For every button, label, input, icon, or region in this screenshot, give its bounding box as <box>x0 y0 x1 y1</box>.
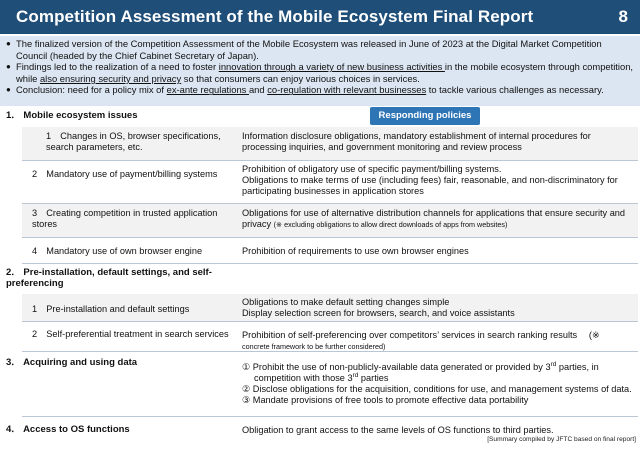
summary-text: Conclusion: need for a policy mix of ex-ante regulations and co-regulation with relevant businesses to tackle various challenges as necessary. <box>16 84 604 96</box>
issue-cell: 1 Changes in OS, browser specifications, search parameters, etc. <box>46 131 221 152</box>
responding-policies-badge: Responding policies <box>370 107 480 125</box>
source-footnote: [Summary compiled by JFTC based on final report] <box>487 436 636 443</box>
issue-cell: 1 Pre-installation and default settings <box>32 304 190 314</box>
issue-cell: 3 Creating competition in trusted application stores <box>32 208 218 229</box>
table-row <box>22 238 638 264</box>
issue-cell: 2 Self-preferential treatment in search services <box>32 329 229 339</box>
issue-cell: 2 Mandatory use of payment/billing systems <box>32 169 218 179</box>
bullet-dot-icon: ● <box>6 85 11 95</box>
summary-text: Findings led to the realization of a need to foster innovation through a variety of new business activities in the mobile ecosystem through competition, while also ensuring security and privacy so that consumers can enjoy various choices in services. <box>16 61 634 84</box>
bullet-dot-icon: ● <box>6 39 11 48</box>
section-heading: 3． Acquiring and using data <box>6 357 138 368</box>
policy-cell: Obligation to grant access to the same levels of OS functions to third parties. <box>242 425 554 435</box>
policy-cell: Prohibition of requirements to use own browser engines <box>242 246 469 256</box>
table-row <box>22 294 638 322</box>
policy-cell: Prohibition of self-preferencing over competitors’ services in search ranking results (※ concrete framework to be further considered) <box>242 330 600 351</box>
section-heading: 4． Access to OS functions <box>6 424 130 435</box>
policy-cell: Information disclosure obligations, mandatory establishment of internal procedures for processing inquiries, and government monitoring and review process <box>242 131 591 152</box>
summary-box <box>0 36 640 106</box>
policy-cell: Obligations for use of alternative distribution channels for applications that ensure security and privacy (※ excluding obligations to allow direct downloads of apps from websites) <box>242 208 626 229</box>
page-title: Competition Assessment of the Mobile Ecosystem Final Report <box>16 7 534 26</box>
summary-bullet <box>6 61 634 84</box>
summary-bullet <box>6 84 634 96</box>
title-bar <box>0 0 640 34</box>
table-row <box>22 204 638 238</box>
summary-text: The finalized version of the Competition Assessment of the Mobile Ecosystem was released in June of 2023 at the Digital Market Competition Council (headed by the Chief Cabinet Secretary of Japan). <box>16 38 602 61</box>
section-heading: 1． Mobile ecosystem issues <box>6 110 138 121</box>
summary-bullet <box>6 38 634 61</box>
issue-cell: 4 Mandatory use of own browser engine <box>32 246 203 256</box>
table-row <box>22 355 638 417</box>
bullet-dot-icon: ● <box>6 62 11 72</box>
section-heading: 2． Pre-installation, default settings, and self-preferencing <box>6 267 212 289</box>
table-row <box>22 322 638 352</box>
page-number: 8 <box>618 7 628 26</box>
policy-cell: Prohibition of obligatory use of specific payment/billing systems. Obligations to make terms of use (including fees) fair, reasonable, and non-discriminatory for participating businesses in application stores <box>242 164 618 196</box>
table-row <box>22 127 638 161</box>
policy-cell: Obligations to make default setting changes simple Display selection screen for browsers, search, and voice assistants <box>242 297 515 318</box>
table-row <box>22 161 638 204</box>
policy-cell: ① Prohibit the use of non-publicly-available data generated or provided by 3rd parties, in competition with those 3rd parties ② Disclose obligations for the acquisition, conditions for use, and management systems of data. ③ Mandate provisions of free tools to promote effective data portability <box>242 360 632 405</box>
